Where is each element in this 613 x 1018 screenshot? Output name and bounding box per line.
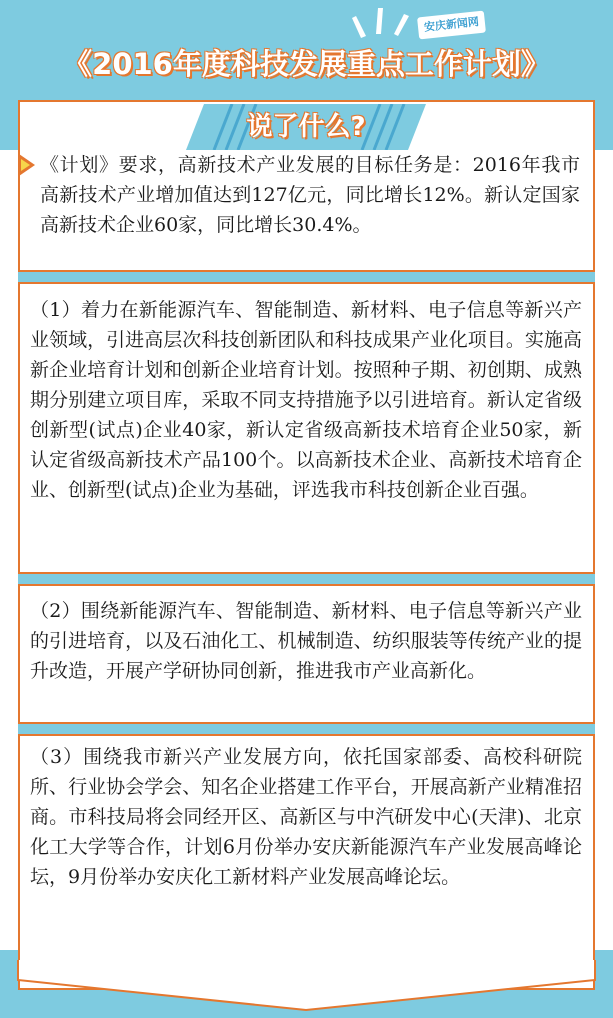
panel-bottom-arrow-icon: [0, 960, 613, 1018]
subtitle-wrap: [186, 104, 426, 150]
page-title: 《2016年度科技发展重点工作计划》: [63, 47, 550, 81]
section-3: [30, 742, 582, 892]
section-divider: [18, 270, 595, 284]
section-intro-text: 《计划》要求，高新技术产业发展的目标任务是：2016年我市高新技术产业增加值达到127亿元，同比增长12%。新认定国家高新技术企业60家，同比增长30.4%。: [40, 154, 580, 236]
section-divider: [18, 722, 595, 736]
subtitle: 说了什么?: [246, 112, 366, 142]
section-2: [30, 596, 582, 686]
section-1-text: （1）着力在新能源汽车、智能制造、新材料、电子信息等新兴产业领域，引进高层次科技创新团队和科技成果产业化项目。实施高新企业培育计划和创新企业培育计划。按照种子期、初创期、成熟期分别建立项目库，采取不同支持措施予以引进培育。新认定省级创新型(试点)企业40家，新认定省级高新技术培育企业50家，新认定省级高新技术产品100个。以高新技术企业、高新技术培育企业、创新型(试点)企业为基础，评选我市科技创新企业百强。: [30, 299, 582, 501]
section-2-text: （2）围绕新能源汽车、智能制造、新材料、电子信息等新兴产业的引进培育，以及石油化工、机械制造、纺织服装等传统产业的提升改造，开展产学研协同创新，推进我市产业高新化。: [30, 600, 582, 682]
section-divider: [18, 572, 595, 586]
section-3-text: （3）围绕我市新兴产业发展方向，依托国家部委、高校科研院所、行业协会学会、知名企业搭建工作平台，开展高新产业精准招商。市科技局将会同经开区、高新区与中汽研发中心(天津)、北京化工大学等合作，计划6月份举办安庆新能源汽车产业发展高峰论坛，9月份举办安庆化工新材料产业发展高峰论坛。: [30, 746, 582, 888]
source-badge: 安庆新闻网: [417, 11, 486, 40]
spark-decoration-icon: [0, 0, 613, 50]
section-1: [30, 295, 582, 505]
section-intro: [40, 150, 580, 240]
triangle-pointer-inner-icon: [21, 159, 30, 171]
